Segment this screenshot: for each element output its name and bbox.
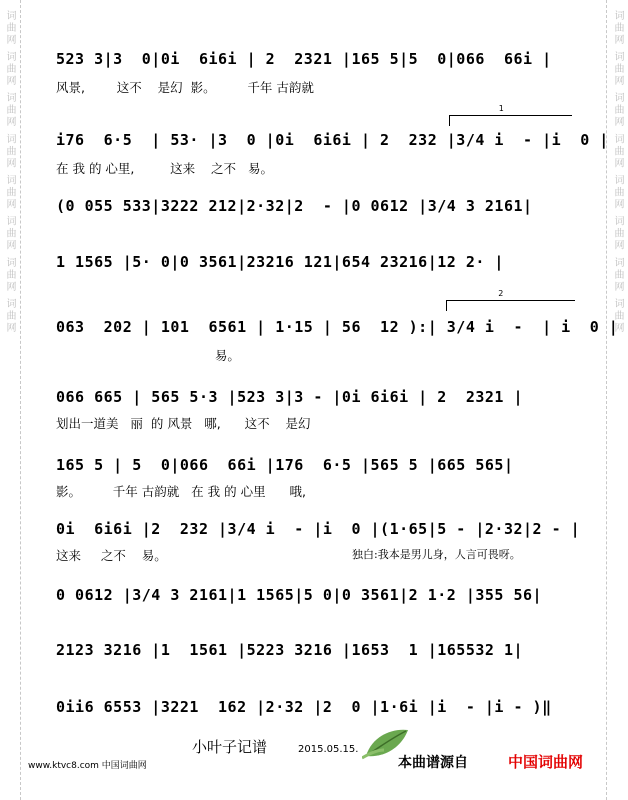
watermark-right: 词曲网 词曲网 词曲网 词曲网 词曲网 词曲网 词曲网 词曲网 bbox=[612, 10, 623, 335]
notation-line: 0i 6i6i |2 232 |3/4 i - |i 0 |(1·65|5 - |2·32|2 - | bbox=[56, 520, 581, 538]
volta-2-label: 2 bbox=[498, 289, 504, 298]
right-border bbox=[606, 0, 607, 800]
notation-line: 0ii6 6553 |3221 162 |2·32 |2 0 |1·6i |i - |i - )‖ bbox=[56, 698, 552, 716]
notation-line: i76 6·5 | 53· |3 0 |0i 6i6i | 2 232 |3/4 i - |i 0 | bbox=[56, 131, 609, 149]
transcription-date: 2015.05.15. bbox=[298, 744, 359, 755]
monologue-text: 独白:我本是男儿身，人言可畏呀。 bbox=[352, 548, 521, 561]
source-label: 本曲谱源自 bbox=[398, 755, 468, 771]
lyric-line: 影。 千年 古韵就 在 我 的 心里 哦, bbox=[56, 484, 306, 499]
volta-1-label: 1 bbox=[498, 104, 504, 113]
brand-name: 中国词曲网 bbox=[508, 753, 584, 771]
watermark-left: 词曲网 词曲网 词曲网 词曲网 词曲网 词曲网 词曲网 词曲网 bbox=[4, 10, 15, 335]
notation-line: 523 3|3 0|0i 6i6i | 2 2321 |165 5|5 0|066 66i | bbox=[56, 50, 552, 68]
website-url[interactable]: www.ktvc8.com 中国词曲网 bbox=[28, 761, 147, 771]
notation-line: 1 1565 |5· 0|0 3561|23216 121|654 23216|12 2· | bbox=[56, 253, 504, 271]
lyric-line: 这来 之不 易。 bbox=[56, 548, 167, 563]
lyric-line: 在 我 的 心里, 这来 之不 易。 bbox=[56, 161, 273, 176]
notation-line: 063 202 | 101 6561 | 1·15 | 56 12 ):| 3/4 i - | i 0 | bbox=[56, 318, 619, 336]
notation-line: 165 5 | 5 0|066 66i |176 6·5 |565 5 |665 565| bbox=[56, 456, 514, 474]
transcriber-signature: 小叶子记谱 bbox=[192, 738, 268, 756]
notation-line: 066 665 | 565 5·3 |523 3|3 - |0i 6i6i | 2 2321 | bbox=[56, 388, 524, 406]
left-border bbox=[20, 0, 21, 800]
volta-1-bracket bbox=[449, 104, 572, 126]
notation-line: 0 0612 |3/4 3 2161|1 1565|5 0|0 3561|2 1·2 |355 56| bbox=[56, 586, 543, 604]
lyric-line: 划出一道美 丽 的 风景 哪, 这不 是幻 bbox=[56, 416, 311, 431]
notation-line: 2123 3216 |1 1561 |5223 3216 |1653 1 |165532 1| bbox=[56, 641, 524, 659]
lyric-line: 易。 bbox=[56, 348, 240, 363]
lyric-line: 风景, 这不 是幻 影。 千年 古韵就 bbox=[56, 80, 314, 95]
notation-line: (0 055 533|3222 212|2·32|2 - |0 0612 |3/4 3 2161| bbox=[56, 197, 533, 215]
volta-2-bracket bbox=[446, 289, 575, 311]
